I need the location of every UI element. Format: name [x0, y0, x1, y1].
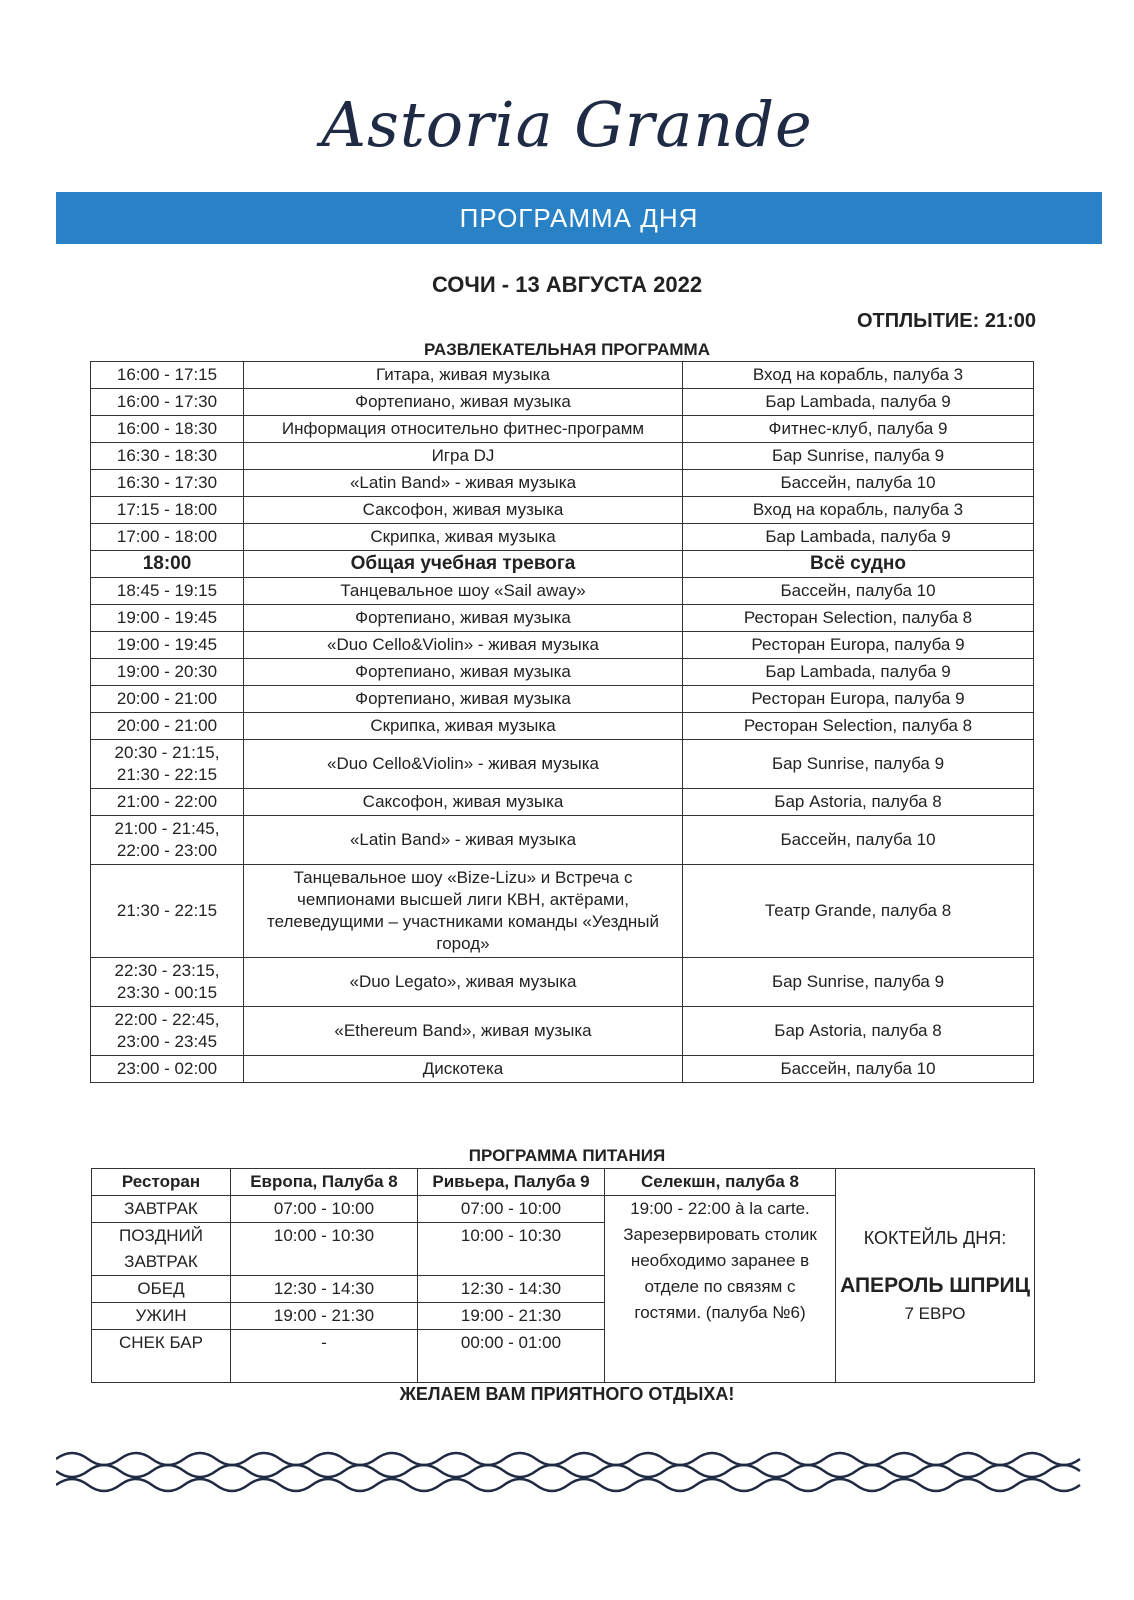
entertainment-table — [90, 361, 1034, 1083]
cocktail-cell — [836, 1169, 1035, 1383]
food-header-row — [92, 1169, 1035, 1196]
schedule-place: Бассейн, палуба 10 — [683, 816, 1034, 865]
schedule-time: 19:00 - 20:30 — [91, 659, 244, 686]
schedule-time: 16:30 - 17:30 — [91, 470, 244, 497]
schedule-event: Общая учебная тревога — [244, 551, 683, 578]
schedule-event: Саксофон, живая музыка — [244, 789, 683, 816]
schedule-time: 17:00 - 18:00 — [91, 524, 244, 551]
schedule-time: 22:00 - 22:45, 23:00 - 23:45 — [91, 1007, 244, 1056]
schedule-event: «Duo Cello&Violin» - живая музыка — [244, 740, 683, 789]
schedule-time: 19:00 - 19:45 — [91, 632, 244, 659]
page-banner: ПРОГРАММА ДНЯ — [56, 192, 1102, 244]
schedule-place: Ресторан Europa, палуба 9 — [683, 632, 1034, 659]
schedule-event: Саксофон, живая музыка — [244, 497, 683, 524]
schedule-event: Фортепиано, живая музыка — [244, 659, 683, 686]
schedule-row — [91, 578, 1034, 605]
schedule-event: Дискотека — [244, 1056, 683, 1083]
food-table — [91, 1168, 1035, 1383]
meal-riviera: 19:00 - 21:30 — [418, 1303, 605, 1330]
schedule-time: 23:00 - 02:00 — [91, 1056, 244, 1083]
schedule-place: Вход на корабль, палуба 3 — [683, 362, 1034, 389]
schedule-place: Бар Astoria, палуба 8 — [683, 1007, 1034, 1056]
entertainment-title: РАЗВЛЕКАТЕЛЬНАЯ ПРОГРАММА — [424, 340, 710, 359]
schedule-event: «Duo Cello&Violin» - живая музыка — [244, 632, 683, 659]
schedule-event: «Latin Band» - живая музыка — [244, 470, 683, 497]
meal-riviera: 10:00 - 10:30 — [418, 1223, 605, 1276]
logo: Astoria Grande — [321, 88, 813, 161]
schedule-place: Бар Lambada, палуба 9 — [683, 659, 1034, 686]
schedule-time: 21:00 - 21:45, 22:00 - 23:00 — [91, 816, 244, 865]
schedule-row — [91, 362, 1034, 389]
schedule-place: Фитнес-клуб, палуба 9 — [683, 416, 1034, 443]
header-europa: Европа, Палуба 8 — [231, 1169, 418, 1196]
meal-europa: 10:00 - 10:30 — [231, 1223, 418, 1276]
schedule-event: «Ethereum Band», живая музыка — [244, 1007, 683, 1056]
schedule-event: «Latin Band» - живая музыка — [244, 816, 683, 865]
schedule-row — [91, 632, 1034, 659]
schedule-row — [91, 713, 1034, 740]
schedule-place: Ресторан Selection, палуба 8 — [683, 713, 1034, 740]
schedule-row — [91, 816, 1034, 865]
schedule-row — [91, 443, 1034, 470]
schedule-place: Бар Lambada, палуба 9 — [683, 524, 1034, 551]
meal-europa: - — [231, 1330, 418, 1383]
schedule-row — [91, 551, 1034, 578]
meal-name: ОБЕД — [92, 1276, 231, 1303]
schedule-row — [91, 497, 1034, 524]
schedule-event: Информация относительно фитнес-программ — [244, 416, 683, 443]
meal-name: ПОЗДНИЙ ЗАВТРАК — [92, 1223, 231, 1276]
meal-europa: 07:00 - 10:00 — [231, 1196, 418, 1223]
schedule-event: Гитара, живая музыка — [244, 362, 683, 389]
schedule-place: Бассейн, палуба 10 — [683, 1056, 1034, 1083]
schedule-row — [91, 389, 1034, 416]
schedule-time: 16:00 - 18:30 — [91, 416, 244, 443]
farewell-message: ЖЕЛАЕМ ВАМ ПРИЯТНОГО ОТДЫХА! — [399, 1384, 735, 1404]
schedule-place: Вход на корабль, палуба 3 — [683, 497, 1034, 524]
schedule-time: 18:00 — [91, 551, 244, 578]
schedule-row — [91, 470, 1034, 497]
schedule-event: «Duo Legato», живая музыка — [244, 958, 683, 1007]
meal-name: СНЕК БАР — [92, 1330, 231, 1383]
schedule-time: 21:00 - 22:00 — [91, 789, 244, 816]
wave-ornament — [56, 1445, 1084, 1501]
schedule-event: Фортепиано, живая музыка — [244, 686, 683, 713]
schedule-row — [91, 605, 1034, 632]
food-title: ПРОГРАММА ПИТАНИЯ — [468, 1146, 666, 1165]
meal-riviera: 12:30 - 14:30 — [418, 1276, 605, 1303]
schedule-row — [91, 789, 1034, 816]
meal-name: УЖИН — [92, 1303, 231, 1330]
schedule-time: 16:00 - 17:15 — [91, 362, 244, 389]
schedule-place: Бар Sunrise, палуба 9 — [683, 740, 1034, 789]
header-selection: Селекшн, палуба 8 — [605, 1169, 836, 1196]
meal-riviera: 07:00 - 10:00 — [418, 1196, 605, 1223]
schedule-time: 18:45 - 19:15 — [91, 578, 244, 605]
header-riviera: Ривьера, Палуба 9 — [418, 1169, 605, 1196]
date-heading: СОЧИ - 13 АВГУСТА 2022 — [431, 272, 703, 297]
schedule-time: 20:00 - 21:00 — [91, 713, 244, 740]
meal-europa: 12:30 - 14:30 — [231, 1276, 418, 1303]
schedule-place: Всё судно — [683, 551, 1034, 578]
meal-name: ЗАВТРАК — [92, 1196, 231, 1223]
schedule-place: Бар Sunrise, палуба 9 — [683, 958, 1034, 1007]
schedule-place: Ресторан Selection, палуба 8 — [683, 605, 1034, 632]
schedule-row — [91, 865, 1034, 958]
schedule-place: Бар Lambada, палуба 9 — [683, 389, 1034, 416]
schedule-event: Игра DJ — [244, 443, 683, 470]
schedule-place: Бар Astoria, палуба 8 — [683, 789, 1034, 816]
schedule-row — [91, 958, 1034, 1007]
cocktail-price: 7 ЕВРО — [904, 1303, 966, 1323]
schedule-event: Танцевальное шоу «Bize-Lizu» и Встреча с чемпионами высшей лиги КВН, актёрами, телеведущими – участниками команды «Уездный город» — [244, 865, 683, 958]
schedule-row — [91, 659, 1034, 686]
schedule-event: Фортепиано, живая музыка — [244, 389, 683, 416]
schedule-row — [91, 416, 1034, 443]
schedule-place: Бар Sunrise, палуба 9 — [683, 443, 1034, 470]
schedule-row — [91, 1007, 1034, 1056]
schedule-event: Скрипка, живая музыка — [244, 524, 683, 551]
schedule-place: Ресторан Europa, палуба 9 — [683, 686, 1034, 713]
meal-riviera: 00:00 - 01:00 — [418, 1330, 605, 1383]
schedule-event: Фортепиано, живая музыка — [244, 605, 683, 632]
schedule-place: Театр Grande, палуба 8 — [683, 865, 1034, 958]
schedule-event: Танцевальное шоу «Sail away» — [244, 578, 683, 605]
schedule-time: 17:15 - 18:00 — [91, 497, 244, 524]
schedule-place: Бассейн, палуба 10 — [683, 470, 1034, 497]
schedule-row — [91, 524, 1034, 551]
schedule-row — [91, 1056, 1034, 1083]
selection-note: 19:00 - 22:00 à la carte. Зарезервировать столик необходимо заранее в отделе по связям с гостями. (палуба №6) — [605, 1196, 836, 1383]
cocktail-name: АПЕРОЛЬ ШПРИЦ — [840, 1273, 1030, 1297]
schedule-time: 20:00 - 21:00 — [91, 686, 244, 713]
schedule-time: 22:30 - 23:15, 23:30 - 00:15 — [91, 958, 244, 1007]
schedule-time: 16:30 - 18:30 — [91, 443, 244, 470]
meal-europa: 19:00 - 21:30 — [231, 1303, 418, 1330]
cocktail-label: КОКТЕЙЛЬ ДНЯ: — [863, 1227, 1007, 1248]
schedule-time: 16:00 - 17:30 — [91, 389, 244, 416]
schedule-time: 20:30 - 21:15, 21:30 - 22:15 — [91, 740, 244, 789]
header-restaurant: Ресторан — [92, 1169, 231, 1196]
departure-time: ОТПЛЫТИЕ: 21:00 — [856, 310, 1036, 332]
schedule-time: 21:30 - 22:15 — [91, 865, 244, 958]
schedule-place: Бассейн, палуба 10 — [683, 578, 1034, 605]
schedule-time: 19:00 - 19:45 — [91, 605, 244, 632]
schedule-row — [91, 740, 1034, 789]
schedule-event: Скрипка, живая музыка — [244, 713, 683, 740]
schedule-row — [91, 686, 1034, 713]
